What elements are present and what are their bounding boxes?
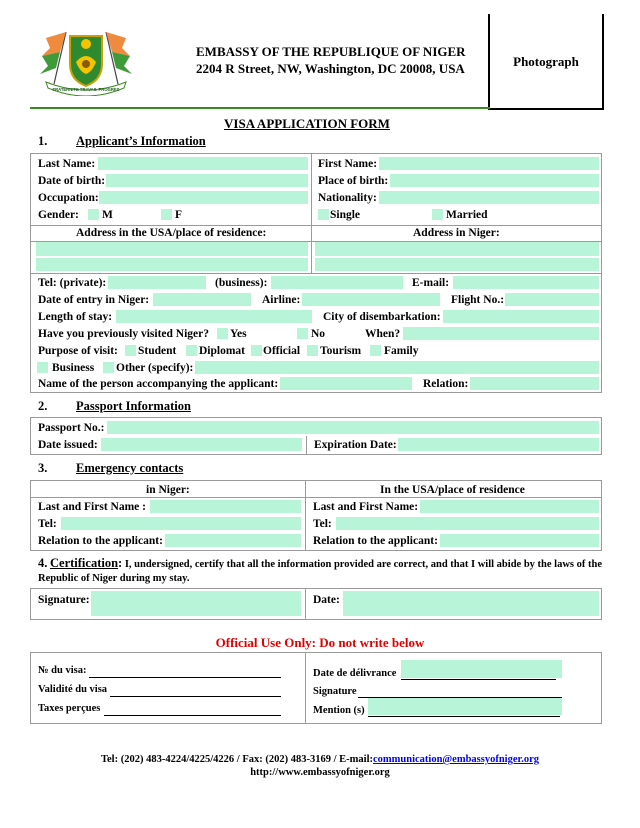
date-of-birth-label: Date of birth:: [38, 175, 106, 187]
single-checkbox[interactable]: [318, 209, 329, 220]
table-rule: [30, 588, 602, 589]
passport-no-label: Passport No.:: [38, 422, 105, 434]
nationality-label: Nationality:: [318, 192, 377, 204]
tel-business-field[interactable]: [271, 276, 403, 289]
length-of-stay-field[interactable]: [116, 310, 312, 323]
address-usa-field-2[interactable]: [36, 258, 308, 271]
gender-m-label: M: [102, 209, 113, 221]
last-name-field[interactable]: [98, 157, 308, 170]
gender-label: Gender:: [38, 209, 79, 221]
business-checkbox[interactable]: [37, 362, 48, 373]
issue-date-label: Date de délivrance: [313, 668, 397, 679]
diplomat-checkbox[interactable]: [186, 345, 197, 356]
airline-label: Airline:: [262, 294, 301, 306]
emergency-usa-relation-label: Relation to the applicant:: [313, 535, 438, 547]
table-rule: [601, 480, 602, 550]
emergency-niger-relation-label: Relation to the applicant:: [38, 535, 163, 547]
table-rule: [30, 417, 602, 418]
address-niger-field-1[interactable]: [315, 242, 599, 256]
gender-f-checkbox[interactable]: [161, 209, 172, 220]
embassy-name: EMBASSY OF THE REPUBLIQUE OF NIGER: [196, 44, 466, 59]
email-field[interactable]: [453, 276, 599, 289]
visa-number-label: № du visa:: [38, 665, 87, 676]
visited-yes-label: Yes: [230, 328, 247, 340]
student-checkbox[interactable]: [125, 345, 136, 356]
form-title: VISA APPLICATION FORM: [224, 116, 390, 131]
other-specify-field[interactable]: [195, 361, 599, 374]
official-label: Official: [263, 345, 301, 357]
first-name-label: First Name:: [318, 158, 378, 170]
table-rule: [30, 723, 602, 724]
address-niger-field-2[interactable]: [315, 258, 599, 271]
emergency-niger-tel-field[interactable]: [61, 517, 301, 530]
visa-validity-line: [110, 696, 281, 697]
fees-line: [104, 715, 281, 716]
embassy-address: 2204 R Street, NW, Washington, DC 20008, USA: [196, 61, 465, 76]
married-checkbox[interactable]: [432, 209, 443, 220]
date-label: Date:: [313, 594, 340, 606]
emergency-niger-relation-field[interactable]: [165, 534, 301, 547]
section-1-heading: 1. Applicant’s Information: [38, 134, 206, 148]
table-rule: [305, 480, 306, 550]
relation-label: Relation:: [423, 378, 469, 390]
emergency-usa-tel-field[interactable]: [336, 517, 599, 530]
table-rule: [305, 652, 306, 723]
expiration-date-label: Expiration Date:: [314, 439, 397, 451]
accompanying-field[interactable]: [280, 377, 412, 390]
table-rule: [30, 480, 602, 481]
table-rule: [30, 480, 31, 550]
emergency-usa-header: In the USA/place of residence: [380, 484, 525, 496]
table-rule: [30, 588, 31, 619]
table-rule: [601, 652, 602, 723]
expiration-date-field[interactable]: [398, 438, 599, 451]
visited-no-label: No: [311, 328, 326, 340]
address-usa-field-1[interactable]: [36, 242, 308, 256]
official-use-heading: Official Use Only: Do not write below: [215, 635, 425, 650]
date-issued-label: Date issued:: [38, 439, 98, 451]
footer-email-link[interactable]: communication@embassyofniger.org: [373, 754, 539, 765]
footer-contact: Tel: (202) 483-4224/4225/4226 / Fax: (202) 483-3169 / E-mail:communication@embassyofniger.org: [100, 754, 539, 765]
emergency-niger-name-label: Last and First Name :: [38, 501, 146, 513]
emergency-niger-header: in Niger:: [146, 484, 190, 496]
official-checkbox[interactable]: [251, 345, 262, 356]
tel-private-field[interactable]: [108, 276, 206, 289]
address-niger-label: Address in Niger:: [413, 227, 500, 239]
table-rule: [30, 619, 602, 620]
single-label: Single: [330, 209, 361, 221]
last-name-label: Last Name:: [38, 158, 96, 170]
table-rule: [30, 454, 602, 455]
coat-of-arms-emblem: [36, 22, 136, 96]
visited-yes-checkbox[interactable]: [217, 328, 228, 339]
table-rule: [305, 588, 306, 619]
emergency-niger-name-field[interactable]: [150, 500, 301, 513]
address-usa-label: Address in the USA/place of residence:: [76, 227, 267, 239]
passport-no-field[interactable]: [107, 421, 599, 434]
length-of-stay-label: Length of stay:: [38, 311, 113, 323]
tourism-checkbox[interactable]: [307, 345, 318, 356]
tel-private-label: Tel: (private):: [38, 277, 107, 289]
flight-no-label: Flight No.:: [451, 294, 505, 306]
when-label: When?: [365, 328, 401, 340]
table-rule: [30, 273, 602, 274]
date-issued-field[interactable]: [101, 438, 302, 451]
date-field[interactable]: [343, 591, 599, 616]
footer-website[interactable]: http://www.embassyofniger.org: [250, 767, 390, 778]
family-label: Family: [384, 345, 419, 357]
table-rule: [30, 497, 602, 498]
relation-field[interactable]: [470, 377, 599, 390]
gender-f-label: F: [175, 209, 183, 221]
tourism-label: Tourism: [320, 345, 362, 357]
date-of-birth-field[interactable]: [106, 174, 308, 187]
visited-before-label: Have you previously visited Niger?: [38, 328, 210, 340]
purpose-label: Purpose of visit:: [38, 345, 118, 357]
emergency-niger-tel-label: Tel:: [38, 518, 57, 530]
signature-label: Signature:: [38, 594, 90, 606]
signature-field[interactable]: [91, 591, 301, 616]
table-rule: [601, 153, 602, 392]
emergency-usa-name-field[interactable]: [420, 500, 599, 513]
visa-validity-label: Validité du visa: [38, 684, 108, 695]
header-rule: [30, 107, 490, 109]
svg-text:FRATERNITE TRAVAIL PROGRES: FRATERNITE TRAVAIL PROGRES: [52, 87, 120, 92]
flight-no-field[interactable]: [505, 293, 599, 306]
married-label: Married: [446, 209, 488, 221]
table-rule: [30, 417, 31, 454]
airline-field[interactable]: [302, 293, 440, 306]
table-rule: [30, 153, 602, 154]
certification-statement: 4. Certification: I, undersigned, certify that all the information provided are correct, and that I will abide by the laws of the Republic of Niger during my stay.: [38, 556, 602, 584]
table-rule: [30, 652, 31, 723]
student-label: Student: [138, 345, 177, 357]
table-rule: [30, 550, 602, 551]
fees-label: Taxes perçues: [38, 703, 101, 714]
issue-date-field[interactable]: [401, 660, 562, 678]
photograph-box: [488, 14, 604, 110]
other-checkbox[interactable]: [103, 362, 114, 373]
occupation-field[interactable]: [99, 191, 308, 204]
diplomat-label: Diplomat: [199, 345, 245, 357]
table-rule: [601, 588, 602, 619]
place-of-birth-field[interactable]: [390, 174, 599, 187]
entry-date-field[interactable]: [153, 293, 251, 306]
nationality-field[interactable]: [379, 191, 599, 204]
occupation-label: Occupation:: [38, 192, 99, 204]
city-disembarkation-field[interactable]: [443, 310, 599, 323]
other-label: Other (specify):: [116, 362, 194, 374]
tel-business-label: (business):: [215, 277, 268, 289]
mention-field[interactable]: [368, 698, 562, 715]
accompanying-label: Name of the person accompanying the applicant:: [38, 378, 279, 390]
first-name-field[interactable]: [379, 157, 599, 170]
family-checkbox[interactable]: [370, 345, 381, 356]
table-rule: [30, 392, 602, 393]
table-rule: [306, 436, 307, 454]
table-rule: [30, 652, 602, 653]
mention-label: Mention (s): [313, 705, 365, 716]
when-field[interactable]: [403, 327, 599, 340]
photograph-label: Photograph: [513, 54, 579, 69]
visa-number-line: [89, 677, 281, 678]
official-signature-label: Signature: [313, 686, 357, 697]
mention-line: [368, 716, 560, 717]
table-rule: [601, 417, 602, 454]
section-3-heading: 3. Emergency contacts: [38, 461, 184, 475]
emergency-usa-relation-field[interactable]: [440, 534, 599, 547]
business-label: Business: [52, 362, 95, 374]
gender-m-checkbox[interactable]: [88, 209, 99, 220]
section-2-heading: 2. Passport Information: [38, 399, 191, 413]
emergency-usa-tel-label: Tel:: [313, 518, 332, 530]
city-disembarkation-label: City of disembarkation:: [323, 311, 441, 323]
entry-date-label: Date of entry in Niger:: [38, 294, 150, 306]
emergency-usa-name-label: Last and First Name:: [313, 501, 419, 513]
table-rule: [311, 153, 312, 273]
issue-date-line: [401, 679, 556, 680]
visited-no-checkbox[interactable]: [297, 328, 308, 339]
table-rule: [30, 153, 31, 392]
place-of-birth-label: Place of birth:: [318, 175, 389, 187]
email-label: E-mail:: [412, 277, 450, 289]
